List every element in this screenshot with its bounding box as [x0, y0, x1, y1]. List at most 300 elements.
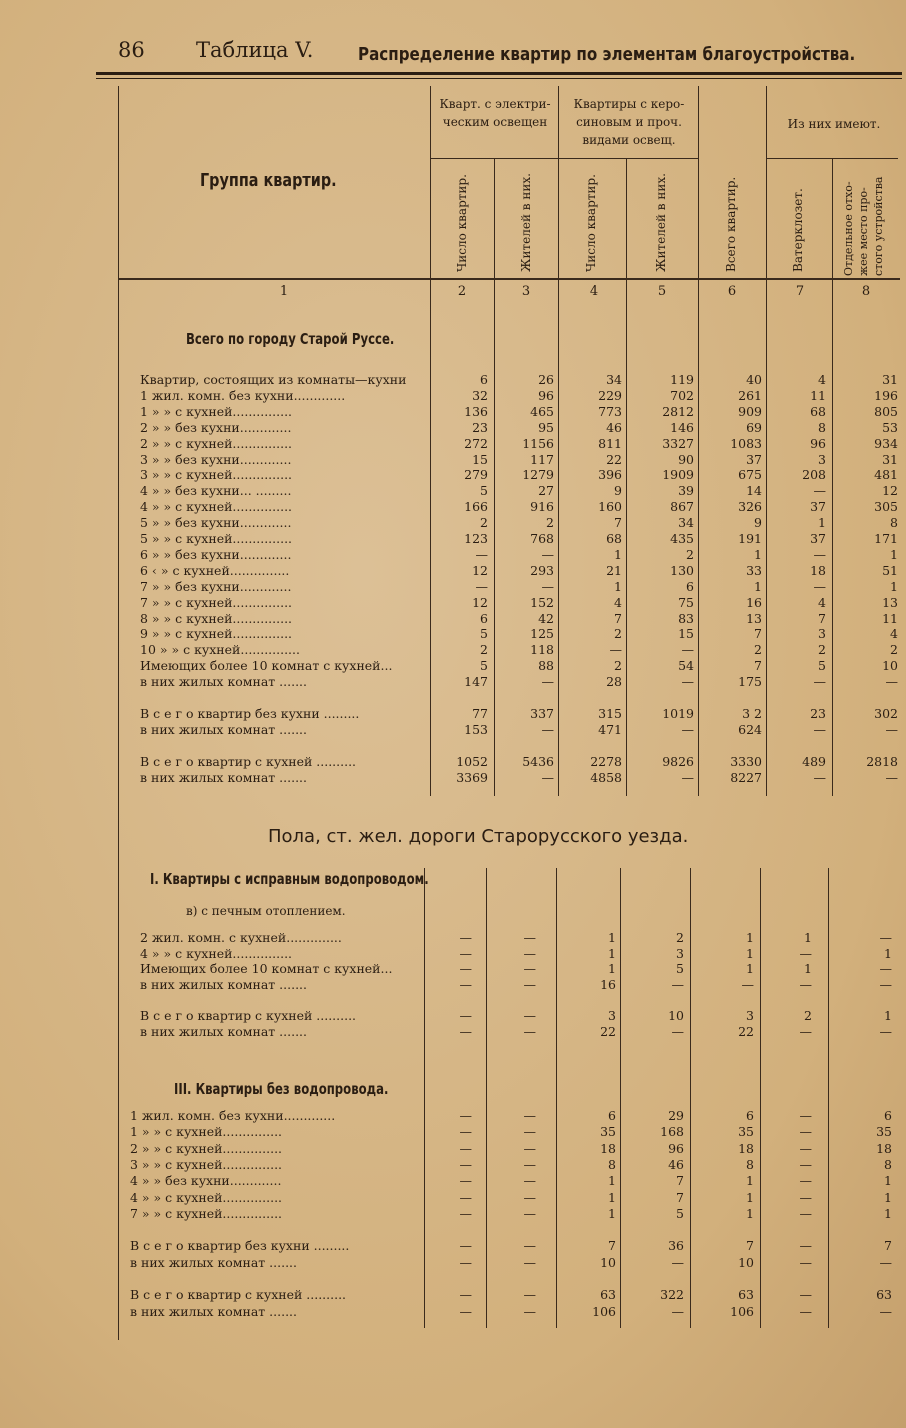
row-label: в них жилых комнат ....... — [140, 769, 307, 785]
cell-value: 1 — [884, 1189, 892, 1205]
row-label: 1 » » с кухней............... — [140, 403, 293, 419]
cell-value: 2 — [890, 642, 898, 658]
row-label: в них жилых комнат ....... — [140, 721, 307, 737]
cell-value: 261 — [738, 387, 762, 403]
cell-value: 13 — [882, 594, 898, 610]
cell-value: — — [523, 930, 536, 945]
cell-value: — — [459, 1140, 472, 1156]
cell-value: 1 — [746, 945, 754, 961]
cell-value: 7 — [754, 626, 762, 642]
cell-value: 10 — [668, 1008, 684, 1023]
cell-value: 805 — [874, 403, 898, 419]
cell-value: 1 — [890, 578, 898, 594]
cell-value: — — [741, 976, 754, 992]
cell-value: 34 — [606, 372, 622, 387]
cell-value: 1 — [746, 1205, 754, 1221]
cell-value: 2 — [754, 642, 762, 658]
cell-value: 119 — [670, 372, 694, 387]
cell-value: — — [879, 961, 892, 977]
row-label: 3 » » с кухней............... — [140, 467, 293, 483]
header-rule — [766, 158, 898, 159]
cell-value: — — [799, 1156, 812, 1172]
cell-value: — — [459, 1156, 472, 1172]
cell-value: — — [813, 769, 826, 785]
cell-value: 5 — [818, 658, 826, 674]
cell-value: 302 — [874, 705, 898, 721]
table-row — [0, 452, 906, 468]
cell-value: 1 — [608, 1189, 616, 1205]
cell-value: 36 — [668, 1238, 684, 1254]
row-label: 2 » » с кухней............... — [130, 1140, 283, 1156]
row-label: 1 жил. комн. без кухни............. — [140, 387, 346, 403]
cell-value: 106 — [730, 1303, 754, 1319]
cell-value: 9826 — [662, 753, 694, 769]
cell-value: — — [523, 1023, 536, 1039]
cell-value: 12 — [472, 594, 488, 610]
table-row — [0, 738, 906, 754]
cell-value: — — [813, 721, 826, 737]
row-label: В с е г о квартир без кухни ......... — [130, 1238, 350, 1254]
cell-value: 5 — [480, 658, 488, 674]
cell-value: 7 — [818, 610, 826, 626]
cell-value: 675 — [738, 467, 762, 483]
table-row — [0, 1238, 906, 1254]
cell-value: 7 — [614, 515, 622, 531]
column-number: 5 — [657, 284, 667, 299]
row-label: 3 » » с кухней............... — [130, 1156, 283, 1172]
cell-value: 106 — [592, 1303, 616, 1319]
cell-value: — — [459, 1287, 472, 1303]
cell-value: 1 — [754, 578, 762, 594]
cell-value: 934 — [874, 435, 898, 451]
table-row — [0, 563, 906, 579]
cell-value: 1 — [746, 961, 754, 977]
cell-value: 916 — [530, 499, 554, 515]
column-number: 1 — [279, 284, 289, 299]
cell-value: 293 — [530, 562, 554, 578]
cell-value: — — [799, 1303, 812, 1319]
column-number: 7 — [795, 284, 805, 299]
cell-value: — — [799, 1205, 812, 1221]
row-label: в них жилых комнат ....... — [140, 1023, 307, 1039]
table-row — [0, 961, 906, 977]
cell-value: 196 — [874, 387, 898, 403]
cell-value: — — [681, 721, 694, 737]
cell-value: 481 — [874, 467, 898, 483]
cell-value: 168 — [660, 1124, 684, 1140]
cell-value: 40 — [746, 372, 762, 387]
cell-value: 8 — [608, 1156, 616, 1172]
cell-value: 1 — [608, 1205, 616, 1221]
cell-value: — — [671, 1303, 684, 1319]
cell-value: 9 — [614, 483, 622, 499]
cell-value: 10 — [738, 1254, 754, 1270]
cell-value: — — [459, 976, 472, 992]
cell-value: 305 — [874, 499, 898, 515]
cell-value: 90 — [678, 451, 694, 467]
group-header: Группа квартир. — [200, 170, 337, 191]
row-label: 7 » » без кухни............. — [140, 578, 292, 594]
cell-value: 10 — [882, 658, 898, 674]
cell-value: 2812 — [662, 403, 694, 419]
table-row — [0, 1141, 906, 1157]
cell-value: — — [459, 1238, 472, 1254]
cell-value: 118 — [530, 642, 554, 658]
cell-value: 34 — [678, 515, 694, 531]
cell-value: 125 — [530, 626, 554, 642]
row-label: 6 ‹ » с кухней............... — [140, 562, 290, 578]
cell-value: — — [541, 769, 554, 785]
section-title: Всего по городу Старой Руссе. — [186, 330, 395, 348]
cell-value: 773 — [598, 403, 622, 419]
cell-value: 1 — [818, 515, 826, 531]
cell-value: — — [459, 945, 472, 961]
cell-value: — — [459, 1008, 472, 1023]
cell-value: 8 — [746, 1156, 754, 1172]
cell-value: 28 — [606, 674, 622, 690]
cell-value: — — [459, 1205, 472, 1221]
page-number: 86 — [118, 38, 145, 62]
cell-value: 46 — [606, 419, 622, 435]
cell-value: 867 — [670, 499, 694, 515]
col6-header: Всего квартир. — [724, 176, 738, 272]
cell-value: — — [459, 930, 472, 945]
cell-value: 18 — [600, 1140, 616, 1156]
cell-value: — — [541, 674, 554, 690]
cell-value: 6 — [480, 372, 488, 387]
cell-value: 811 — [598, 435, 622, 451]
cell-value: 2 — [480, 515, 488, 531]
row-label: 2 » » без кухни............. — [140, 419, 292, 435]
cell-value: — — [879, 1303, 892, 1319]
cell-value: 35 — [738, 1124, 754, 1140]
cell-value: 18 — [738, 1140, 754, 1156]
cell-value: 18 — [810, 562, 826, 578]
column-number: 4 — [589, 284, 599, 299]
cell-value: — — [523, 1205, 536, 1221]
row-label: В с е г о квартир с кухней .......... — [140, 1008, 357, 1023]
cell-value: 3 2 — [742, 705, 762, 721]
header-rule-thin — [96, 78, 902, 79]
cell-value: 4 — [818, 372, 826, 387]
cell-value: 1 — [804, 961, 812, 977]
table-row — [0, 1255, 906, 1271]
subsection-title: I. Квартиры с исправным водопроводом. — [150, 870, 429, 888]
cell-value: — — [523, 1189, 536, 1205]
table-row — [0, 1304, 906, 1320]
cell-value: 4 — [614, 594, 622, 610]
cell-value: 1019 — [662, 705, 694, 721]
cell-value: — — [523, 1238, 536, 1254]
cell-value: 4858 — [590, 769, 622, 785]
cell-value: 7 — [754, 658, 762, 674]
cell-value: 69 — [746, 419, 762, 435]
cell-value: — — [879, 1254, 892, 1270]
row-label: 3 » » без кухни............. — [140, 451, 292, 467]
electric-header-2: ческим освещен — [442, 115, 548, 129]
table-row — [0, 1222, 906, 1238]
cell-value: 9 — [754, 515, 762, 531]
table-row — [0, 1173, 906, 1189]
cell-value: — — [523, 945, 536, 961]
cell-value: 3 — [818, 626, 826, 642]
cell-value: 6 — [746, 1108, 754, 1123]
cell-value: 1 — [746, 1189, 754, 1205]
table-row — [0, 690, 906, 706]
header-rule — [558, 158, 698, 159]
cell-value: 1 — [804, 930, 812, 945]
cell-value: 96 — [538, 387, 554, 403]
cell-value: 5 — [480, 483, 488, 499]
cell-value: — — [885, 721, 898, 737]
cell-value: 208 — [802, 467, 826, 483]
row-label: В с е г о квартир без кухни ......... — [140, 705, 360, 721]
cell-value: 2 — [818, 642, 826, 658]
table-row — [0, 977, 906, 993]
table-row — [0, 467, 906, 483]
cell-value: 2 — [480, 642, 488, 658]
cell-value: 23 — [472, 419, 488, 435]
cell-value: — — [671, 976, 684, 992]
cell-value: 3 — [676, 945, 684, 961]
table-row — [0, 1124, 906, 1140]
cell-value: 7 — [884, 1238, 892, 1254]
of-them-header: Из них имеют. — [787, 117, 881, 131]
cell-value: — — [523, 1287, 536, 1303]
cell-value: 1 — [884, 945, 892, 961]
cell-value: — — [799, 1124, 812, 1140]
cell-value: — — [885, 674, 898, 690]
cell-value: 37 — [810, 499, 826, 515]
cell-value: — — [799, 1173, 812, 1189]
cell-value: — — [681, 674, 694, 690]
cell-value: 6 — [686, 578, 694, 594]
cell-value: 1279 — [522, 467, 554, 483]
row-label: 8 » » с кухней............... — [140, 610, 293, 626]
cell-value: — — [523, 1303, 536, 1319]
cell-value: 123 — [464, 531, 488, 546]
cell-value: 2 — [804, 1008, 812, 1023]
cell-value: 315 — [598, 705, 622, 721]
cell-value: 3 — [608, 1008, 616, 1023]
table-row — [0, 372, 906, 388]
cell-value: 489 — [802, 753, 826, 769]
cell-value: — — [813, 578, 826, 594]
cell-value: 7 — [608, 1238, 616, 1254]
table-row — [0, 1190, 906, 1206]
cell-value: 3 — [746, 1008, 754, 1023]
table-row — [0, 1271, 906, 1287]
cell-value: — — [681, 642, 694, 658]
row-label: 4 » » без кухни............. — [130, 1173, 282, 1189]
cell-value: 10 — [600, 1254, 616, 1270]
cell-value: 147 — [464, 674, 488, 690]
cell-value: 337 — [530, 705, 554, 721]
cell-value: 8227 — [730, 769, 762, 785]
cell-value: 22 — [606, 451, 622, 467]
cell-value: — — [541, 578, 554, 594]
table-row — [0, 992, 906, 1008]
col4-header: Число квартир. — [584, 174, 598, 272]
subsection-subtitle: в) с печным отоплением. — [186, 904, 346, 918]
cell-value: — — [459, 1124, 472, 1140]
header-rule — [96, 72, 902, 75]
cell-value: 63 — [600, 1287, 616, 1303]
table-row — [0, 770, 906, 786]
table-row — [0, 1157, 906, 1173]
cell-value: — — [459, 1303, 472, 1319]
cell-value: 1 — [884, 1173, 892, 1189]
cell-value: — — [459, 1254, 472, 1270]
cell-value: — — [799, 945, 812, 961]
table-row — [0, 404, 906, 420]
cell-value: — — [879, 976, 892, 992]
cell-value: — — [879, 930, 892, 945]
cell-value: — — [459, 961, 472, 977]
cell-value: 3327 — [662, 435, 694, 451]
cell-value: — — [813, 674, 826, 690]
page-title: Распределение квартир по элементам благоустройства. — [358, 44, 856, 65]
cell-value: 22 — [600, 1023, 616, 1039]
cell-value: 1909 — [662, 467, 694, 483]
cell-value: 279 — [464, 467, 488, 483]
table-row — [0, 436, 906, 452]
cell-value: — — [475, 546, 488, 562]
table-row — [0, 579, 906, 595]
cell-value: — — [609, 642, 622, 658]
cell-value: 7 — [676, 1189, 684, 1205]
cell-value: — — [523, 961, 536, 977]
cell-value: — — [813, 546, 826, 562]
column-number: 3 — [521, 284, 531, 299]
cell-value: 1 — [608, 930, 616, 945]
row-label: 2 жил. комн. с кухней.............. — [140, 930, 342, 945]
cell-value: 5 — [676, 961, 684, 977]
cell-value: 12 — [472, 562, 488, 578]
electric-header-1: Кварт. с электри- — [439, 97, 551, 111]
cell-value: — — [459, 1189, 472, 1205]
cell-value: 1 — [746, 1173, 754, 1189]
cell-value: 2 — [614, 658, 622, 674]
table-row — [0, 388, 906, 404]
cell-value: 22 — [738, 1023, 754, 1039]
cell-value: 75 — [678, 594, 694, 610]
cell-value: 160 — [598, 499, 622, 515]
cell-value: — — [813, 483, 826, 499]
cell-value: 326 — [738, 499, 762, 515]
cell-value: 1156 — [522, 435, 554, 451]
cell-value: 2278 — [590, 753, 622, 769]
cell-value: 5436 — [522, 753, 554, 769]
cell-value: 18 — [876, 1140, 892, 1156]
cell-value: 11 — [882, 610, 898, 626]
table-row — [0, 1206, 906, 1222]
row-label: 10 » » с кухней............... — [140, 642, 300, 658]
cell-value: 31 — [882, 372, 898, 387]
cell-value: 2 — [546, 515, 554, 531]
cell-value: 146 — [670, 419, 694, 435]
col2-header: Число квартир. — [455, 174, 469, 272]
cell-value: — — [523, 1156, 536, 1172]
cell-value: 166 — [464, 499, 488, 515]
row-label: Имеющих более 10 комнат с кухней... — [140, 961, 393, 977]
cell-value: 130 — [670, 562, 694, 578]
cell-value: 3 — [818, 451, 826, 467]
row-label: 7 » » с кухней............... — [130, 1205, 283, 1221]
cell-value: 3330 — [730, 753, 762, 769]
cell-value: — — [671, 1254, 684, 1270]
row-label: 7 » » с кухней............... — [140, 594, 293, 610]
table-row — [0, 1024, 906, 1040]
table-row — [0, 1108, 906, 1124]
table-row — [0, 547, 906, 563]
row-label: 5 » » с кухней............... — [140, 531, 293, 546]
cell-value: 8 — [890, 515, 898, 531]
cell-value: — — [799, 1108, 812, 1123]
cell-value: 35 — [600, 1124, 616, 1140]
cell-value: 96 — [810, 435, 826, 451]
cell-value: — — [523, 1124, 536, 1140]
cell-value: 63 — [876, 1287, 892, 1303]
row-label: 9 » » с кухней............... — [140, 626, 293, 642]
row-label: 1 » » с кухней............... — [130, 1124, 283, 1140]
col8-header: Отдельное отхо-жее место про-стого устройства — [842, 176, 885, 276]
table-row — [0, 626, 906, 642]
cell-value: — — [523, 1008, 536, 1023]
cell-value: — — [541, 721, 554, 737]
cell-value: 15 — [472, 451, 488, 467]
row-label: Квартир, состоящих из комнаты—кухни — [140, 372, 407, 387]
cell-value: — — [523, 1108, 536, 1123]
table-row — [0, 595, 906, 611]
cell-value: 11 — [810, 387, 826, 403]
cell-value: 2 — [676, 930, 684, 945]
row-label: В с е г о квартир с кухней .......... — [140, 753, 357, 769]
cell-value: 702 — [670, 387, 694, 403]
cell-value: 88 — [538, 658, 554, 674]
cell-value: — — [523, 1254, 536, 1270]
column-number: 2 — [457, 284, 467, 299]
row-label: 6 » » без кухни............. — [140, 546, 292, 562]
cell-value: 37 — [810, 531, 826, 546]
cell-value: 6 — [608, 1108, 616, 1123]
cell-value: — — [799, 1189, 812, 1205]
cell-value: 1 — [884, 1205, 892, 1221]
row-label: 1 жил. комн. без кухни............. — [130, 1108, 336, 1123]
kerosene-header-2: синовым и проч. — [576, 115, 682, 129]
kerosene-header-1: Квартиры с керо- — [573, 97, 685, 111]
cell-value: — — [459, 1173, 472, 1189]
cell-value: 153 — [464, 721, 488, 737]
table-row — [0, 515, 906, 531]
cell-value: 32 — [472, 387, 488, 403]
cell-value: 42 — [538, 610, 554, 626]
cell-value: 2 — [686, 546, 694, 562]
cell-value: — — [523, 976, 536, 992]
cell-value: 175 — [738, 674, 762, 690]
row-label: Имеющих более 10 комнат с кухней... — [140, 658, 393, 674]
cell-value: 21 — [606, 562, 622, 578]
table-row — [0, 930, 906, 946]
cell-value: 68 — [606, 531, 622, 546]
cell-value: 322 — [660, 1287, 684, 1303]
cell-value: 171 — [874, 531, 898, 546]
cell-value: 27 — [538, 483, 554, 499]
row-label: 2 » » с кухней............... — [140, 435, 293, 451]
row-label: В с е г о квартир с кухней .......... — [130, 1287, 347, 1303]
column-number: 8 — [861, 284, 871, 299]
row-label: 4 » » без кухни... ......... — [140, 483, 292, 499]
